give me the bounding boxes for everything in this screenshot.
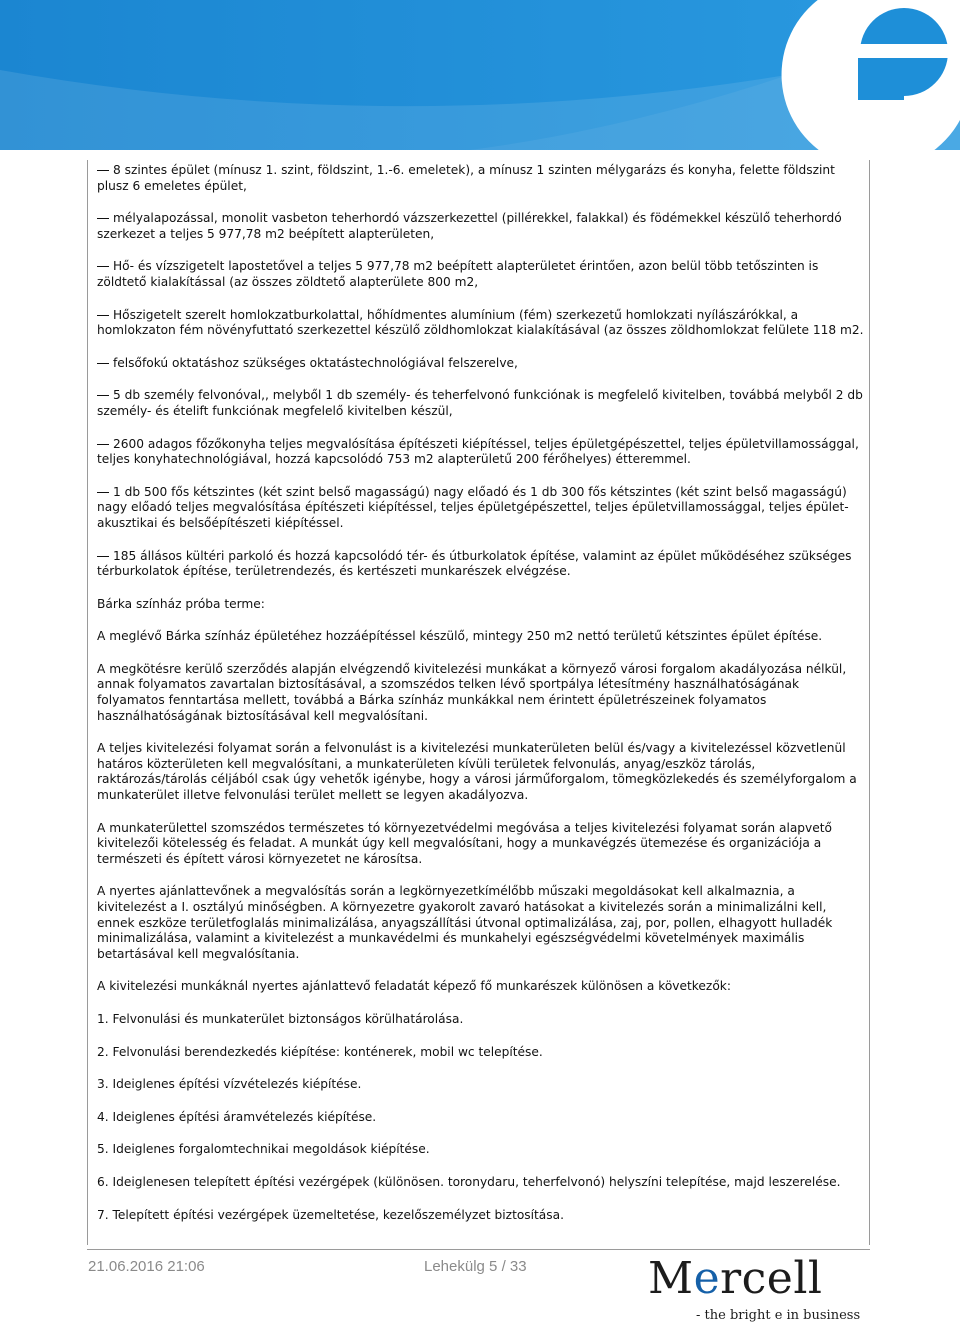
paragraph-text: A kivitelezési munkáknál nyertes ajánlattevő feladatát képező fő munkarészek különösen a következők: xyxy=(97,979,731,994)
paragraph-text: Bárka színház próba terme: xyxy=(97,596,265,611)
bullet-paragraph xyxy=(97,163,865,194)
bullet-paragraph xyxy=(97,485,865,532)
dash-bullet-icon xyxy=(97,315,109,316)
brand-banner-graphic xyxy=(0,0,960,150)
paragraph-text: 2. Felvonulási berendezkedés kiépítése: konténerek, mobil wc telepítése. xyxy=(97,1044,543,1059)
paragraph xyxy=(97,1012,865,1028)
footer-divider xyxy=(87,1249,870,1250)
bullet-paragraph xyxy=(97,388,865,419)
bullet-paragraph xyxy=(97,308,865,339)
paragraph-text: 5 db személy felvonóval,, melyből 1 db személy- és teherfelvonó funkciónak is megfelelő kivitelben, továbbá melyből 2 db személy- és ételift funkciónak megfelelő kivitelben készül, xyxy=(97,388,863,418)
dash-bullet-icon xyxy=(97,218,109,219)
dash-bullet-icon xyxy=(97,363,109,364)
bullet-paragraph xyxy=(97,356,865,372)
paragraph xyxy=(97,979,865,995)
paragraph-text: 1 db 500 fős kétszintes (két szint belső magasságú) nagy előadó és 1 db 300 fős kétszintes (két szint belső magasságú) nagy előadó teljes megvalósítása építészeti kiépítéssel, teljes épületgépészettel, teljes épületvillamossággal, teljes épület-akusztikai és belsőépítészeti kiépítéssel. xyxy=(97,484,849,530)
dash-bullet-icon xyxy=(97,395,109,396)
paragraph xyxy=(97,629,865,645)
paragraph xyxy=(97,1110,865,1126)
paragraph-text: 4. Ideiglenes építési áramvételezés kiépítése. xyxy=(97,1109,377,1124)
paragraph-text: A nyertes ajánlattevőnek a megvalósítás során a legkörnyezetkímélőbb műszaki megoldásokat kell alkalmaznia, a kivitelezést a I. osztályú minőségben. A környezetre gyakorolt zavaró hatásokat a kivitelezés során a minimalizálni kell, ennek eszköze területfoglalás minimalizálása, anyagszállítási útvonal optimalizálása, zaj, por, pollen, elhagyott hulladék minimalizálása, valamint a kivitelezést a munkavédelmi és munkahelyi egészségvédelmi követelmények maximális betartásával kell megvalósítania. xyxy=(97,884,833,961)
paragraph-text: A munkaterülettel szomszédos természetes tó környezetvédelmi megóvása a teljes kivitelezési folyamat során alapvető kivitelezői kötelesség és feladat. A munkát úgy kell megvalósítani, hogy a munkavégzés ütemezése és organizációja a természeti és épített városi környezetet ne károsítsa. xyxy=(97,820,832,866)
document-body xyxy=(97,163,865,1240)
paragraph-text: felsőfokú oktatáshoz szükséges oktatástechnológiával felszerelve, xyxy=(113,355,518,370)
paragraph xyxy=(97,597,865,613)
paragraph-text: 2600 adagos főzőkonyha teljes megvalósítása építészeti kiépítéssel, teljes épületgépészettel, teljes épületvillamossággal, teljes konyhatechnológiával, hozzá kapcsolódó 753 m2 alapterületű 200 férőhelyes) étteremmel. xyxy=(97,436,859,467)
page-number: Lehekülg 5 / 33 xyxy=(424,1258,527,1275)
paragraph-text: 3. Ideiglenes építési vízvételezés kiépítése. xyxy=(97,1077,362,1092)
paragraph-text: 5. Ideiglenes forgalomtechnikai megoldások kiépítése. xyxy=(97,1142,430,1157)
paragraph-text: Hő- és vízszigetelt lapostetővel a teljes 5 977,78 m2 beépített alapterületet érintően, azon belül több tetőszinten is zöldtető kialakítással (az összes zöldtető alapterülete 800 m2, xyxy=(97,259,819,289)
paragraph xyxy=(97,741,865,803)
paragraph xyxy=(97,821,865,868)
paragraph xyxy=(97,662,865,724)
logo-tagline: - the bright e in business xyxy=(696,1308,861,1323)
paragraph xyxy=(97,884,865,962)
bullet-paragraph xyxy=(97,211,865,242)
logo-wordmark: Mercell xyxy=(648,1253,823,1304)
dash-bullet-icon xyxy=(97,556,109,557)
dash-bullet-icon xyxy=(97,170,109,171)
paragraph-text: 185 állásos kültéri parkoló és hozzá kapcsolódó tér- és útburkolatok építése, valamint az épület működéséhez szükséges térburkolatok építése, területrendezés, és kertészeti munkarészek elvégzése. xyxy=(97,548,852,579)
footer-date: 21.06.2016 21:06 xyxy=(88,1258,205,1275)
paragraph-text: 6. Ideiglenesen telepített építési vezérgépek (különösen. toronydaru, teherfelvonó) helyszíni telepítése, majd leszerelése. xyxy=(97,1174,841,1189)
bullet-paragraph xyxy=(97,437,865,468)
paragraph-text: Hőszigetelt szerelt homlokzatburkolattal, hőhídmentes alumínium (fém) szerkezetű homlokzati nyílászárókkal, a homlokzaton fém növényfuttató szerkezettel készülő zöldhomlokzat kialakításával (az összes zöldhomlokzat felülete 118 m2. xyxy=(97,307,864,338)
left-rule xyxy=(87,160,88,1245)
paragraph-text: A megkötésre kerülő szerződés alapján elvégzendő kivitelezési munkákat a környező városi forgalom akadályozása nélkül, annak folyamatos zavartalan biztosításával, a szomszédos telken lévő sportpálya létesítmény használhatóságának folyamatos fenntartása mellett, továbbá a Bárka színház munkákkal nem érintett épületrészeinek folyamatos használhatóságának biztosításával kell megvalósítani. xyxy=(97,661,847,723)
dash-bullet-icon xyxy=(97,492,109,493)
right-rule xyxy=(869,160,870,1245)
paragraph xyxy=(97,1208,865,1224)
paragraph-text: A meglévő Bárka színház épületéhez hozzáépítéssel készülő, mintegy 250 m2 nettó területű kétszintes épület építése. xyxy=(97,629,823,644)
paragraph-text: mélyalapozással, monolit vasbeton teherhordó vázszerkezettel (pillérekkel, falakkal) és födémekkel készülő teherhordó szerkezet a teljes 5 977,78 m2 beépített alapterületen, xyxy=(97,211,842,241)
paragraph-text: 8 szintes épület (mínusz 1. szint, földszint, 1.-6. emeletek), a mínusz 1 szinten mélygarázs és konyha, felette földszint plusz 6 emeletes épület, xyxy=(97,163,835,193)
marcell-logo xyxy=(640,1252,870,1326)
bullet-paragraph xyxy=(97,259,865,290)
paragraph xyxy=(97,1175,865,1191)
paragraph xyxy=(97,1045,865,1061)
dash-bullet-icon xyxy=(97,266,109,267)
dash-bullet-icon xyxy=(97,444,109,445)
paragraph-text: A teljes kivitelezési folyamat során a felvonulást is a kivitelezési munkaterületen belül és/vagy a kivitelezéssel közvetlenül határos közterületen kell megvalósítani, a munkaterületen kívüli területek felvonulás, anyag/eszköz tárolás, raktározás/tárolás céljából csak úgy vehetők igénybe, hogy a városi járműforgalom, tömegközlekedés és személyforgalom a munkaterület illetve felvonulási terület mellett se legyen akadályozva. xyxy=(97,741,857,803)
header-banner xyxy=(0,0,960,150)
paragraph-text: 7. Telepített építési vezérgépek üzemeltetése, kezelőszemélyzet biztosítása. xyxy=(97,1207,564,1222)
paragraph xyxy=(97,1142,865,1158)
paragraph xyxy=(97,1077,865,1093)
e-logo-icon xyxy=(782,0,960,150)
paragraph-text: 1. Felvonulási és munkaterület biztonságos körülhatárolása. xyxy=(97,1011,464,1026)
bullet-paragraph xyxy=(97,549,865,580)
